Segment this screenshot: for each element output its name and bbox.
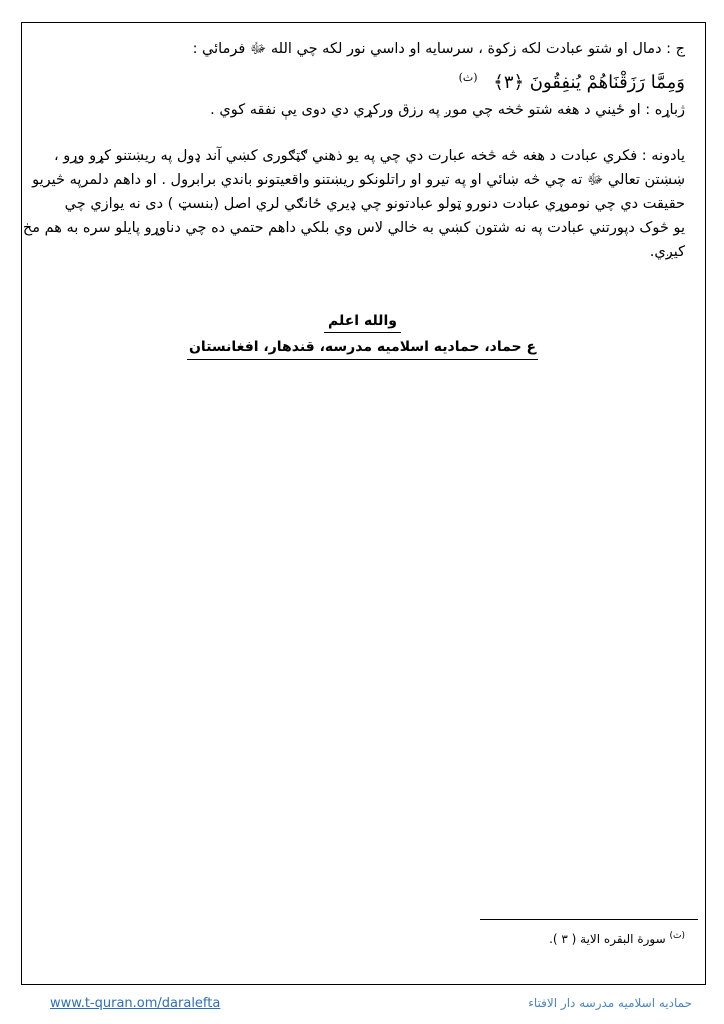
wallahu-alam: والله اعلم [324,313,401,333]
footer-title: حماديه اسلاميه مدرسه دار الافتاء [528,996,692,1010]
reminder-line: ښښتن تعالي ﷻ ته چي څه ښائي او په تيرو او راتلونکو ريښتنو واقعيتونو باندي برابرول . او داهم دلمرپه څيريو [32,172,685,188]
answer-line: ج : دمال او شتو عبادت لکه زکوة ، سرسایه او داسي نور لکه چي الله ﷻ فرمائي : [192,41,685,57]
verse-footnote-marker: (ث) [458,71,478,84]
footnote-text: سورة البقره الاية ( ٣ ). [549,932,666,946]
footnote [549,931,685,946]
document-body [22,37,685,360]
reminder-line: يادونه : فکري عبادت د هغه څه څخه عبارت دي چي په يو ذهني ګټګوری کښي آند ډول په ريښتنو کړو وړو ، [54,148,685,164]
footnote-divider [480,919,698,920]
closing-block [40,310,685,360]
reminder-line: يو څوک دپورتني عبادت په نه شتون کښي به خالي لاس وي بلکي داهم حتمي ده چي دناوړو پايلو سره به هم مخ [22,220,685,236]
translation-line: ژباړه : او ځيني د هغه شتو څخه چي موږ په رزق ورکړي دي دوی يې نفقه کوي . [210,102,685,118]
signature: ع حماد، حماديه اسلاميه مدرسه، قندهار، افغانستان [187,339,538,360]
reminder-paragraph [22,144,685,264]
reminder-line: حقيقت دي چي نوموړي عبادت دنورو ټولو عبادتونو چي ډيري ځانګي لري اصل (بنسټ ) دی نه يوازي چي [64,196,685,212]
footer-website-link[interactable]: www.t-quran.om/daralefta [50,996,221,1011]
reminder-line: کيږي. [649,244,685,260]
verse-text: وَمِمَّا رَزَقْنَاهُمْ يُنفِقُونَ ﴿٣﴾ [493,72,685,93]
footnote-marker: (ث) [669,931,685,941]
quran-verse [40,63,685,98]
page-frame [21,22,706,985]
